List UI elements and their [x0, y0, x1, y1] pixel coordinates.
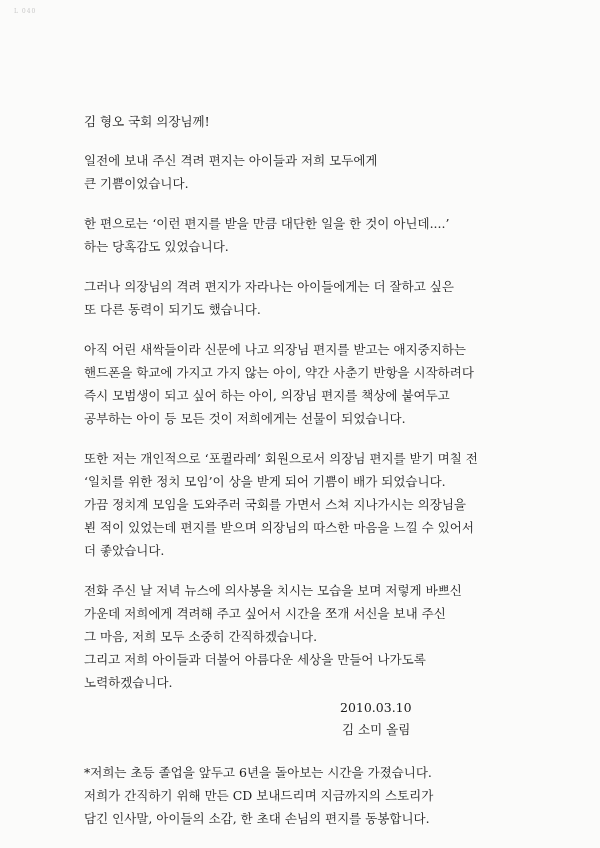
corner-mark: L 040: [14, 8, 37, 15]
letter-date: 2010.03.10: [340, 700, 412, 715]
paragraph-line: 가운데 저희에게 격려해 주고 싶어서 시간을 쪼개 서신을 보내 주신: [84, 606, 446, 621]
paragraph-line: 일전에 보내 주신 격려 편지는 아이들과 저희 모두에게: [84, 153, 378, 168]
paragraph-line: 큰 기쁨이었습니다.: [84, 176, 189, 191]
paragraph-line: 그리고 저희 아이들과 더불어 아름다운 세상을 만들어 나가도록: [84, 652, 426, 667]
letter-body: [84, 110, 554, 830]
postscript-line: 저희가 간직하기 위해 만든 CD 보내드리며 지금까지의 스토리가: [84, 788, 434, 803]
paragraph-line: 더 좋았습니다.: [84, 543, 165, 558]
paragraph-5: [84, 447, 554, 562]
paragraph-line: 아직 어린 새싹들이라 신문에 나고 의장님 편지를 받고는 애지중지하는: [84, 342, 466, 357]
paragraph-line: 전화 주신 날 저녁 뉴스에 의사봉을 치시는 모습을 보며 저렇게 바쁘신: [84, 583, 462, 598]
paragraph-3: [84, 275, 554, 321]
paragraph-line: ‘일치를 위한 정치 모임’이 상을 받게 되어 기쁨이 배가 되었습니다.: [84, 474, 446, 489]
salutation-text: 김 형오 국회 의장님께!: [84, 114, 210, 129]
signoff: [340, 696, 554, 741]
paragraph-line: 그 마음, 저희 모두 소중히 간직하겠습니다.: [84, 629, 318, 644]
postscript-line: *저희는 초등 졸업을 앞두고 6년을 돌아보는 시간을 가졌습니다.: [84, 765, 432, 780]
paragraph-line: 그러나 의장님의 격려 편지가 자라나는 아이들에게는 더 잘하고 싶은: [84, 279, 454, 294]
salutation: [84, 110, 554, 133]
signature: 김 소미 올림: [342, 722, 411, 737]
paragraph-line: 또한 저는 개인적으로 ‘포퀼라레’ 회원으로서 의장님 편지를 받기 며칠 전: [84, 451, 478, 466]
postscript-line: 담긴 인사말, 아이들의 소감, 한 초대 손님의 편지를 동봉합니다.: [84, 811, 430, 826]
paragraph-line: 즉시 모범생이 되고 싶어 하는 아이, 의장님 편지를 책상에 붙여두고: [84, 388, 450, 403]
paragraph-line: 가끔 정치계 모임을 도와주러 국회를 가면서 스쳐 지나가시는 의장님을: [84, 497, 466, 512]
paragraph-line: 뵌 적이 있었는데 편지를 받으며 의장님의 따스한 마음을 느낄 수 있어서: [84, 520, 474, 535]
paragraph-2: [84, 212, 554, 258]
postscript: [84, 761, 554, 830]
paragraph-line: 한 편으로는 ‘이런 편지를 받을 만큼 대단한 일을 한 것이 아닌데....’: [84, 216, 450, 231]
paragraph-line: 노력하겠습니다.: [84, 675, 173, 690]
paragraph-4: [84, 338, 554, 430]
paragraph-line: 공부하는 아이 등 모든 것이 저희에게는 선물이 되었습니다.: [84, 411, 406, 426]
paragraph-6: [84, 579, 554, 694]
paragraph-line: 하는 당혹감도 있었습니다.: [84, 239, 229, 254]
paragraph-line: 또 다른 동력이 되기도 했습니다.: [84, 302, 261, 317]
paragraph-1: [84, 149, 554, 195]
paragraph-line: 핸드폰을 학교에 가지고 가지 않는 아이, 약간 사춘기 반항을 시작하려다: [84, 365, 474, 380]
